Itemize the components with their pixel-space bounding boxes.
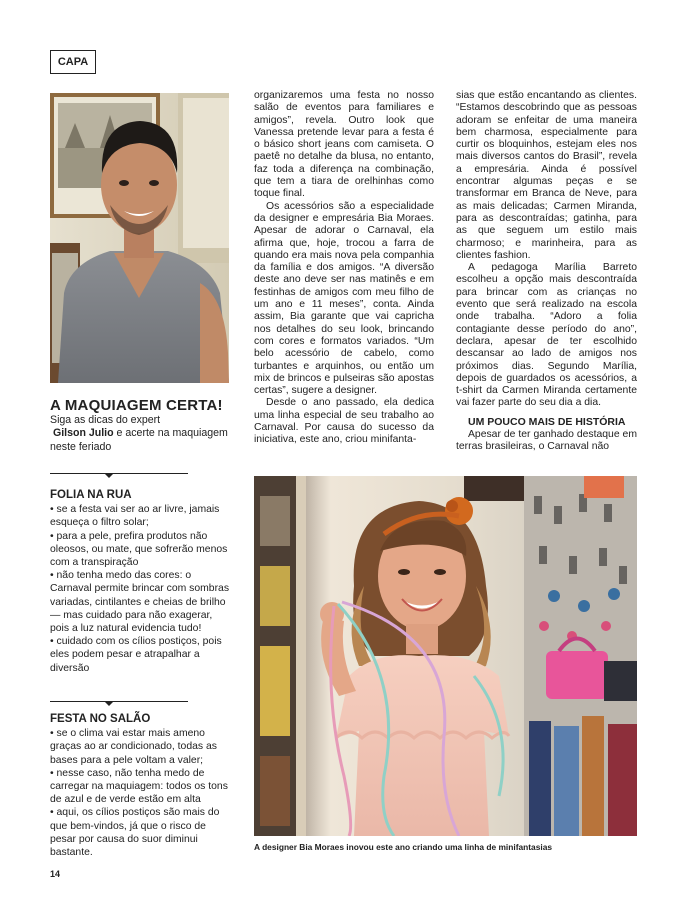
- article-subhead: UM POUCO MAIS DE HISTÓRIA: [468, 415, 626, 428]
- expert-portrait-image: [50, 93, 229, 383]
- divider-2: [50, 701, 188, 702]
- tips-box-title: FESTA NO SALÃO: [50, 713, 151, 725]
- sidebar-headline: A MAQUIAGEM CERTA!: [50, 397, 223, 414]
- article-paragraph: A pedagoga Marília Barreto escolheu a opção mais descontraída para brincar com as crianças no evento que será realizado na escola onde trabalha. “Adoro a folia contagiante desse período do ano”, declara, apesar de ter escolhido descansar ao lado de amigos nos próximos dias. Segundo Marília, depois de guardados os acessórios, a t-shirt da Carmen Miranda certamente vai fazer parte do seu dia a dia.: [456, 262, 637, 409]
- tip-item: • não tenha medo das cores: o Carnaval permite brincar com sombras variadas, cintilantes e cheias de brilho — mas cuidado para não exagerar, pois a luz natural evidencia tudo!: [50, 570, 230, 635]
- divider-1: [50, 473, 188, 474]
- tips-box-title: FOLIA NA RUA: [50, 489, 132, 501]
- article-column-2: [456, 90, 637, 454]
- section-label: CAPA: [50, 50, 96, 74]
- article-paragraph: Desde o ano passado, ela dedica uma linha especial de seu trabalho ao Carnaval. Por causa do sucesso da iniciativa, este ano, criou minifanta-: [254, 397, 434, 446]
- tip-item: • cuidado com os cílios postiços, pois eles podem pesar e atrapalhar a diversão: [50, 636, 222, 674]
- expert-name: Gilson Julio: [52, 427, 114, 440]
- expert-photo: [50, 93, 229, 383]
- designer-photo: [254, 476, 637, 836]
- article-paragraph: Apesar de ter ganhado destaque em terras brasileiras, o Carnaval não: [456, 429, 637, 453]
- intro-after: e acerte na maquiagem neste feriado: [50, 427, 228, 453]
- designer-shop-image: [254, 476, 637, 836]
- tip-item: • aqui, os cílios postiços são mais do que bem-vindos, já que o risco de pesar por causa do suor diminui bastante.: [50, 807, 220, 859]
- article-paragraph: organizaremos uma festa no nosso salão de eventos para familiares e amigos”, revela. Outro look que Vanessa pretende levar para a festa é o básico short jeans com camiseta. O paetê no detalhe da blusa, no entanto, faz toda a diferença na combinação, que tem a tiara de orelhinhas como toque final.: [254, 90, 434, 200]
- tip-item: • para a pele, prefira produtos não oleosos, ou mate, que sofrerão menos com a transpiração: [50, 530, 228, 569]
- intro-before: Siga as dicas do expert: [50, 414, 161, 426]
- article-paragraph: sias que estão encantando as clientes. “Estamos descobrindo que as pessoas adoram se enfeitar de uma maneira bem charmosa, especialmente para curtir os bloquinhos, estejam eles nos mais diversos cantos do Brasil”, revela a empresária. Ainda é possível encontrar algumas peças e se transformar em Branca de Neve, para as mais delicadas; Carmen Miranda, para as descontraídas; gatinha, para as que seguem um estilo mais charmoso; e marinheira, para as clientes fashion.: [456, 90, 637, 261]
- photo-caption: A designer Bia Moraes inovou este ano criando uma linha de minifantasias: [254, 842, 553, 852]
- sidebar-intro: [50, 414, 230, 454]
- article-column-1: [254, 90, 434, 447]
- tip-item: • se a festa vai ser ao ar livre, jamais esqueça o filtro solar;: [50, 504, 220, 529]
- tips-box-folia: [50, 489, 230, 675]
- tip-item: • se o clima vai estar mais ameno graças ao ar condicionado, todas as bases para a pele voltam a valer;: [50, 728, 217, 766]
- page-number: 14: [50, 869, 61, 879]
- tip-item: • nesse caso, não tenha medo de carregar na maquiagem: todos os tons de azul e de verde estão em alta: [50, 767, 228, 806]
- tips-box-salao: [50, 713, 230, 859]
- article-paragraph: Os acessórios são a especialidade da designer e empresária Bia Moraes. Apesar de adorar o Carnaval, ela afirma que, hoje, trocou a farra de quando era mais nova pela companhia da família e dos amigos. “A diversão deste ano deve ser nas matinês e em festinhas de amigos com meu filho de um ano e 11 meses”, conta. Ainda assim, Bia garante que vai capricha nos detalhes do seu look, brincando com cores e formatos variados. “Um belo acessório de cabelo, como turbantes e arquinhos, ou então um mix de brincos e pulseiras são apostas certas”, sugere a designer.: [254, 200, 434, 397]
